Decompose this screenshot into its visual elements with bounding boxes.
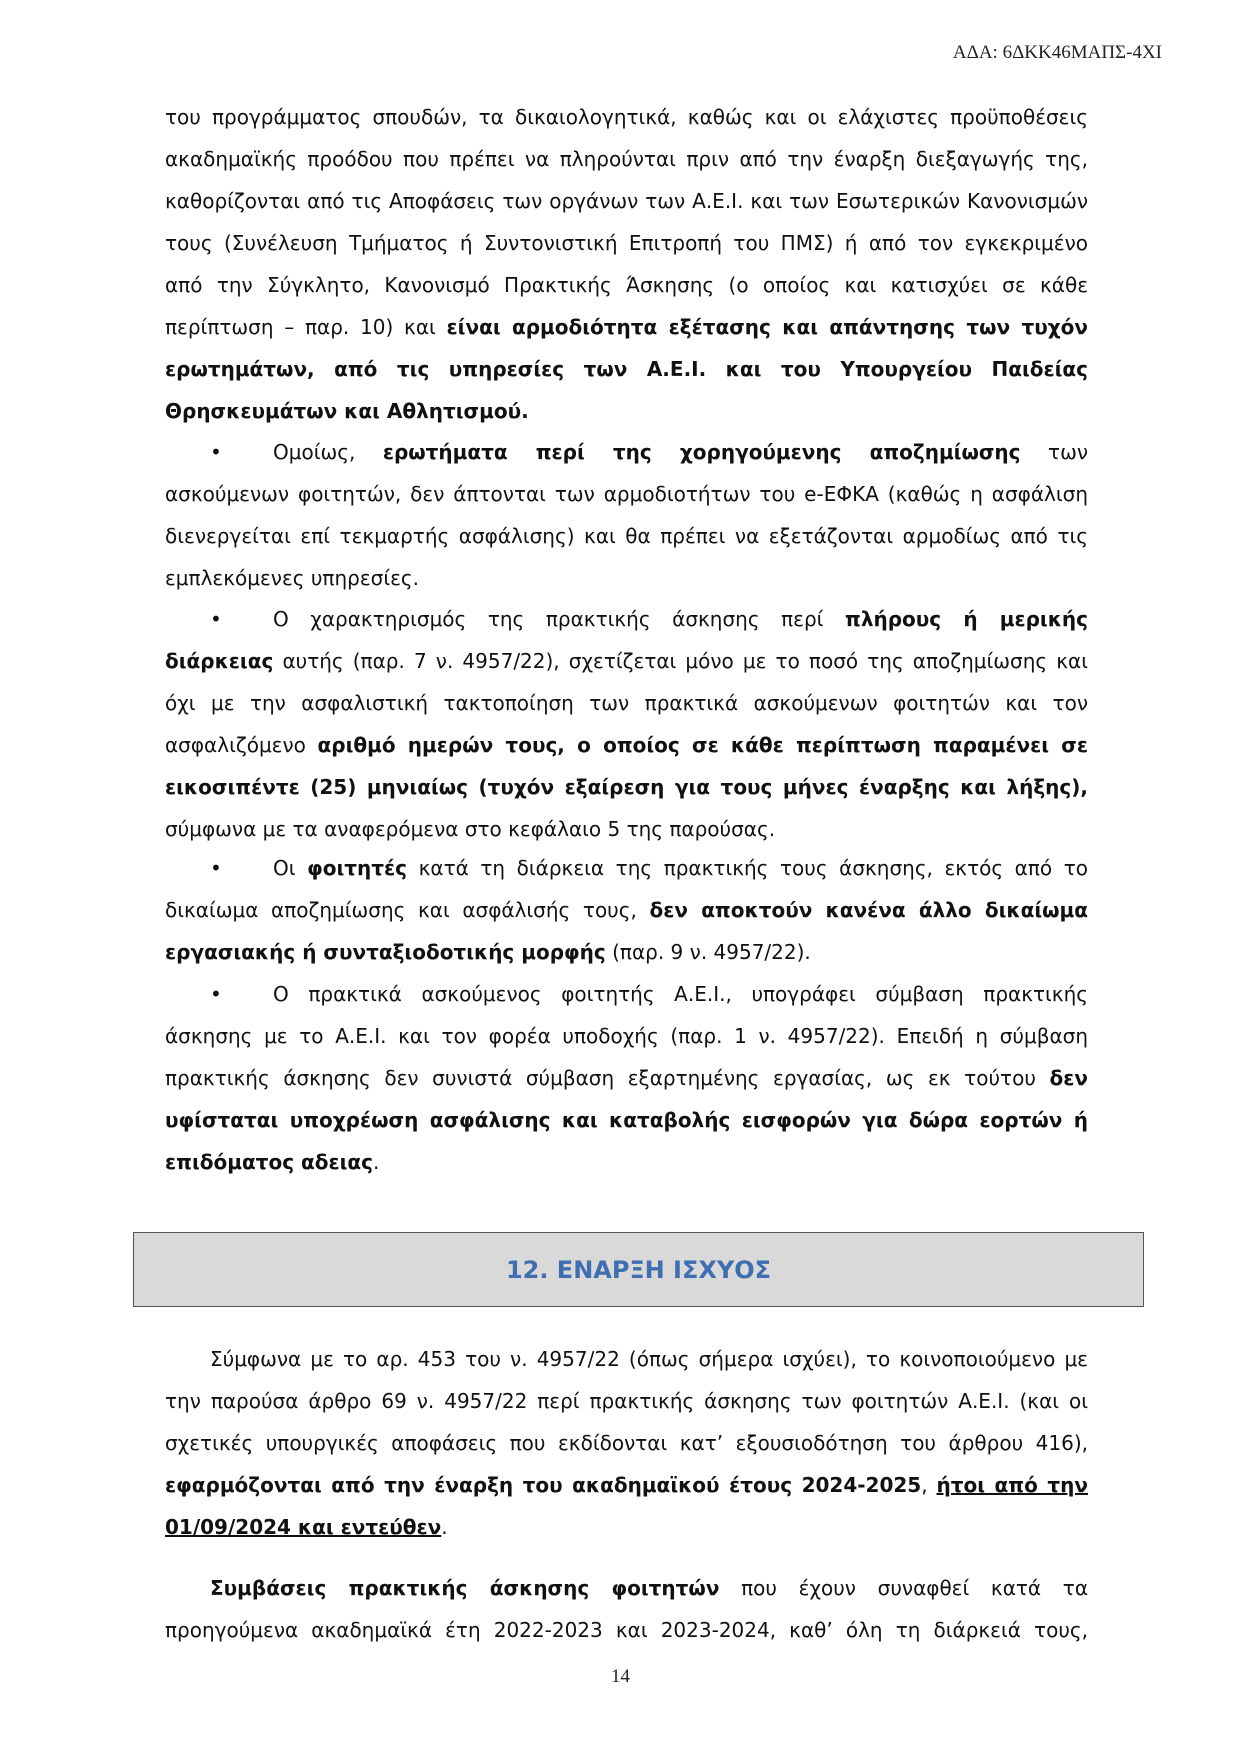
bullet-icon: • xyxy=(210,982,222,1006)
text-run: Ο χαρακτηρισμός της πρακτικής άσκησης περί xyxy=(273,607,846,631)
text-run: (παρ. 9 ν. 4957/22). xyxy=(605,940,811,964)
bold-text: ερωτημάτων, από τις υπηρεσίες των Α.Ε.Ι. και του Υπουργείου Παιδείας xyxy=(165,357,1088,381)
text-run: ασφαλιζόμενο xyxy=(165,733,318,757)
text-line: όχι με την ασφαλιστική τακτοποίηση των πρακτικά ασκούμενων φοιτητών και τον xyxy=(165,691,1088,715)
text-line xyxy=(165,390,1088,432)
underlined-bold-text: 01/09/2024 και εντεύθεν xyxy=(165,1515,442,1539)
text-line: ασκούμενων φοιτητών, δεν άπτονται των αρμοδιοτήτων του e-ΕΦΚΑ (καθώς η ασφάλιση xyxy=(165,482,1088,506)
section-paragraph-1 xyxy=(165,1338,1088,1548)
bold-text: διάρκειας xyxy=(165,649,274,673)
text-line: τους (Συνέλευση Τμήματος ή Συντονιστική Επιτροπή του ΠΜΣ) ή από τον εγκεκριμένο xyxy=(165,231,1088,255)
bullet-item-3 xyxy=(165,847,1088,973)
text-line xyxy=(165,1567,1088,1609)
intro-paragraph xyxy=(165,96,1088,432)
text-line xyxy=(165,1338,1088,1380)
text-line: από την Σύγκλητο, Κανονισμό Πρακτικής Άσκησης (ο οποίος και κατισχύει σε κάθε xyxy=(165,273,1088,297)
text-line: σύμφωνα με τα αναφερόμενα στο κεφάλαιο 5 της παρούσας. xyxy=(165,817,776,841)
text-line xyxy=(165,766,1088,808)
text-line xyxy=(165,1057,1088,1099)
text-run: Σύμφωνα με το αρ. 453 του ν. 4957/22 (όπως σήμερα ισχύει), το κοινοποιούμενο με xyxy=(210,1347,1088,1371)
bullet-item-4 xyxy=(165,973,1088,1183)
text-run: Ο πρακτικά ασκούμενος φοιτητής Α.Ε.Ι., υπογράφει σύμβαση πρακτικής xyxy=(273,982,1088,1006)
text-line xyxy=(165,598,1088,640)
text-line xyxy=(165,724,1088,766)
text-line: διενεργείται επί τεκμαρτής ασφάλισης) και θα πρέπει να εξετάζονται αρμοδίως από τις xyxy=(165,524,1088,548)
ada-code: ΑΔΑ: 6ΔΚΚ46ΜΑΠΣ-4ΧΙ xyxy=(952,42,1162,63)
section-paragraph-2 xyxy=(165,1567,1088,1651)
bold-text: εργασιακής ή συνταξιοδοτικής μορφής xyxy=(165,940,606,964)
bullet-item-2 xyxy=(165,598,1088,850)
text-run: . xyxy=(441,1515,448,1539)
text-run: Οι xyxy=(273,856,308,880)
text-run: κατά τη διάρκεια της πρακτικής τους άσκησης, εκτός από το xyxy=(407,856,1088,880)
text-line: προηγούμενα ακαδημαϊκά έτη 2022-2023 και 2023-2024, καθ’ όλη τη διάρκειά τους, xyxy=(165,1618,1088,1642)
bullet-icon: • xyxy=(210,440,222,464)
text-line xyxy=(165,931,1088,973)
text-run: Ομοίως, xyxy=(273,440,383,464)
text-run: πρακτικής άσκησης δεν συνιστά σύμβαση εξαρτημένης εργασίας, ως εκ τούτου xyxy=(165,1066,1050,1090)
text-run: που έχουν συναφθεί κατά τα xyxy=(719,1576,1089,1600)
bold-text: ερωτήματα περί της χορηγούμενης αποζημίωσης xyxy=(382,440,1021,464)
bold-text: Συμβάσεις πρακτικής άσκησης φοιτητών xyxy=(210,1576,720,1600)
bullet-icon: • xyxy=(210,607,222,631)
text-line xyxy=(165,973,1088,1015)
text-line: καθορίζονται από τις Αποφάσεις των οργάνων των Α.Ε.Ι. και των Εσωτερικών Κανονισμών xyxy=(165,189,1088,213)
bold-text: επιδόματος αδειας xyxy=(165,1150,374,1174)
text-line xyxy=(165,431,1088,473)
text-line xyxy=(165,348,1088,390)
text-line: σχετικές υπουργικές αποφάσεις που εκδίδονται κατ’ εξουσιοδότηση του άρθρου 416), xyxy=(165,1431,1088,1455)
text-line: ακαδημαϊκής προόδου που πρέπει να πληρούνται πριν από την έναρξη διεξαγωγής της, xyxy=(165,147,1088,171)
bold-text: εφαρμόζονται από την έναρξη του ακαδημαϊκού έτους 2024-2025 xyxy=(165,1473,922,1497)
page-number: 14 xyxy=(611,1666,630,1687)
bullet-icon: • xyxy=(210,856,222,880)
bold-text: εικοσιπέντε (25) μηνιαίως (τυχόν εξαίρεση για τους μήνες έναρξης και λήξης), xyxy=(165,775,1088,799)
text-run: . xyxy=(373,1150,380,1174)
text-line xyxy=(165,306,1088,348)
text-line xyxy=(165,889,1088,931)
bold-text: δεν αποκτούν κανένα άλλο δικαίωμα xyxy=(649,898,1088,922)
bold-text: φοιτητές xyxy=(307,856,408,880)
bold-text: υφίσταται υποχρέωση ασφάλισης και καταβολής εισφορών για δώρα εορτών ή xyxy=(165,1108,1088,1132)
bullet-item-1 xyxy=(165,431,1088,599)
underlined-bold-text: ήτοι από την xyxy=(936,1473,1089,1497)
bold-text: αριθμό ημερών τους, ο οποίος σε κάθε περίπτωση παραμένει σε xyxy=(317,733,1088,757)
text-line xyxy=(165,1506,1088,1548)
text-run: περίπτωση – παρ. 10) και xyxy=(165,315,447,339)
section-title: 12. ΕΝΑΡΞΗ ΙΣΧΥΟΣ xyxy=(505,1255,772,1284)
text-line xyxy=(165,847,1088,889)
bold-text: πλήρους ή μερικής xyxy=(845,607,1088,631)
section-heading-box xyxy=(133,1232,1144,1307)
text-line xyxy=(165,640,1088,682)
text-line: εμπλεκόμενες υπηρεσίες. xyxy=(165,566,420,590)
text-line: άσκησης με το Α.Ε.Ι. και τον φορέα υποδοχής (παρ. 1 ν. 4957/22). Επειδή η σύμβαση xyxy=(165,1024,1088,1048)
text-line: την παρούσα άρθρο 69 ν. 4957/22 περί πρακτικής άσκησης των φοιτητών Α.Ε.Ι. (και οι xyxy=(165,1389,1088,1413)
text-line: του προγράμματος σπουδών, τα δικαιολογητικά, καθώς και οι ελάχιστες προϋποθέσεις xyxy=(165,105,1088,129)
bold-text: είναι αρμοδιότητα εξέτασης και απάντησης των τυχόν xyxy=(446,315,1088,339)
text-line xyxy=(165,1099,1088,1141)
text-line xyxy=(165,1464,1088,1506)
bold-text: δεν xyxy=(1049,1066,1088,1090)
text-run: , xyxy=(921,1473,937,1497)
bold-text: Θρησκευμάτων και Αθλητισμού. xyxy=(165,399,529,423)
text-run: δικαίωμα αποζημίωσης και ασφάλισής τους, xyxy=(165,898,650,922)
text-run: αυτής (παρ. 7 ν. 4957/22), σχετίζεται μόνο με το ποσό της αποζημίωσης και xyxy=(273,649,1088,673)
text-line xyxy=(165,1141,1088,1183)
text-run: των xyxy=(1020,440,1088,464)
